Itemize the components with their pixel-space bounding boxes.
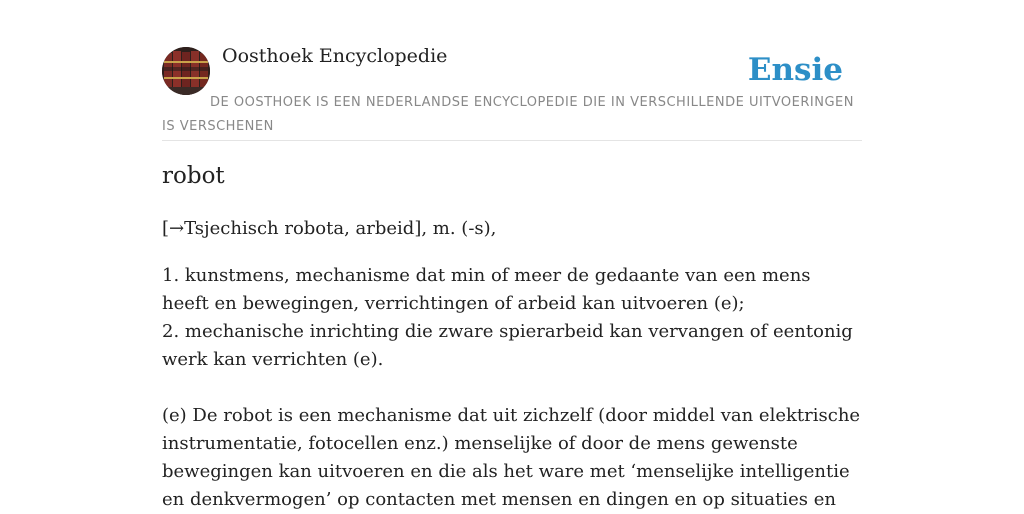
definition-1: 1. kunstmens, mechanisme dat min of meer de gedaante van een mens heeft en bewegingen, verrichtingen of arbeid kan uitvoeren (e); [162, 265, 811, 314]
example-paragraph: (e) De robot is een mechanisme dat uit zichzelf (door middel van elektrische instrumentatie, fotocellen enz.) menselijke of door de mens gewenste bewegingen kan uitvoeren en die als het ware met ‘menselijke intelligentie en denkvermogen’ op contacten met mensen en dingen en op situaties en [162, 405, 861, 510]
site-name[interactable]: Oosthoek Encyclopedie [222, 45, 448, 67]
article-body [162, 215, 862, 514]
page-title: robot [162, 163, 225, 189]
etymology: [→Tsjechisch robota, arbeid], m. (-s), [162, 218, 497, 239]
site-header [162, 0, 862, 141]
paragraph-gap [162, 374, 862, 402]
site-tagline: DE OOSTHOEK IS EEN NEDERLANDSE ENCYCLOPEDIE DIE IN VERSCHILLENDE UITVOERINGEN IS VERSCHENEN [162, 95, 854, 134]
encyclopedia-books-icon [162, 47, 210, 95]
definition-2: 2. mechanische inrichting die zware spierarbeid kan vervangen of eentonig werk kan verrichten (e). [162, 321, 853, 370]
page [162, 0, 862, 510]
brand-logo[interactable]: Ensie [747, 52, 843, 88]
site-avatar[interactable] [162, 47, 210, 95]
